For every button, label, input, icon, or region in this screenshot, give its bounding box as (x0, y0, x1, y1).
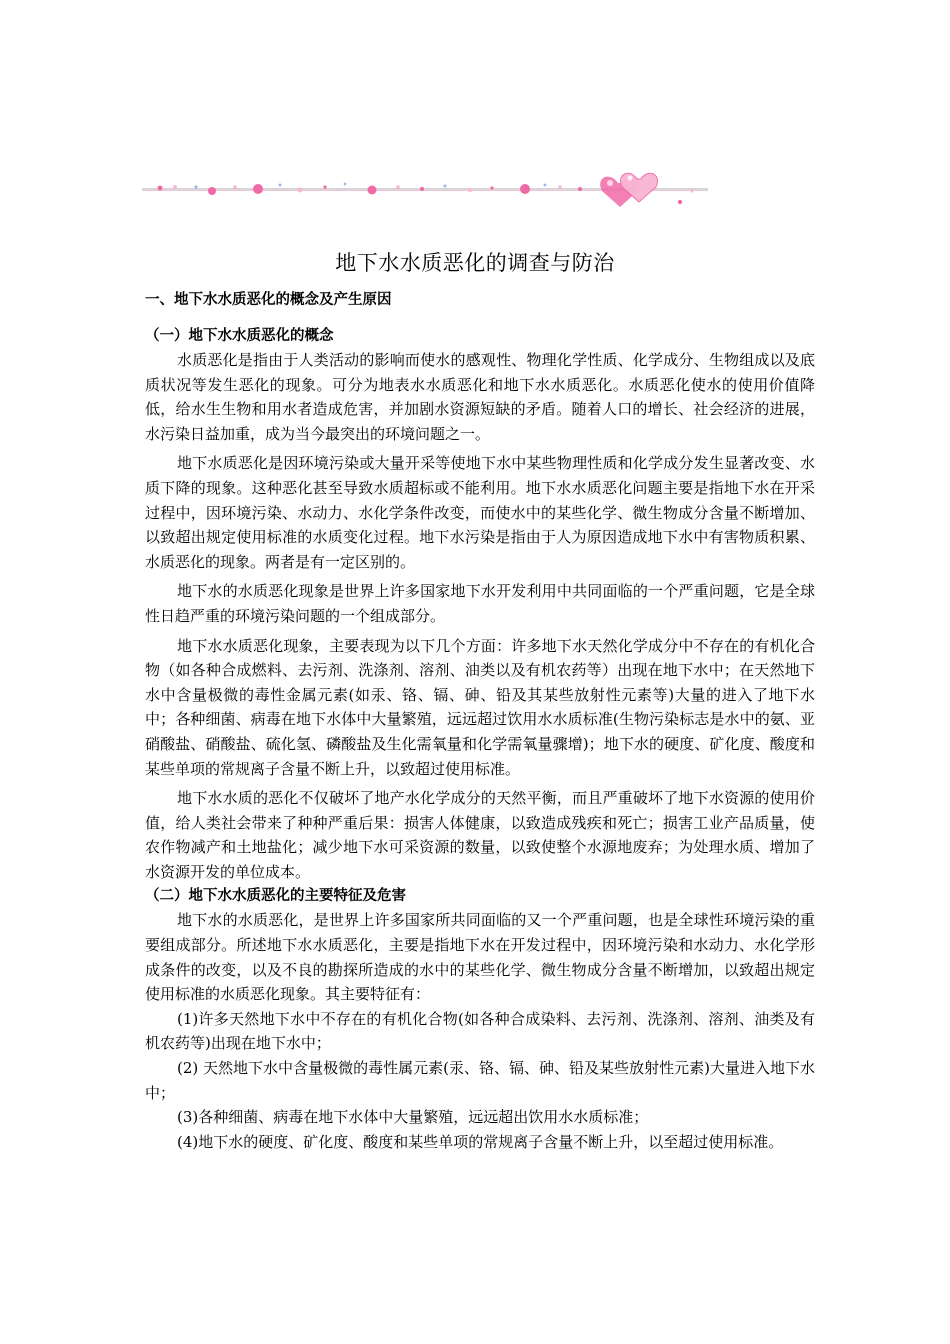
subsection-heading-concept: （一）地下水水质恶化的概念 (145, 328, 334, 344)
list-item: (1)许多天然地下水中不存在的有机化合物(如各种合成染料、去污剂、洗涤剂、溶剂、油类及有机农药等)出现在地下水中； (145, 1009, 815, 1053)
paragraph: 地下水水质的恶化不仅破坏了地产水化学成分的天然平衡，而且严重破坏了地下水资源的使用价值，给人类社会带来了种种严重后果：损害人体健康，以致造成残疾和死亡；损害工业产品质量，使农作物减产和土地盐化；减少地下水可采资源的数量，以致使整个水源地废弃；为处理水质、增加了水资源开发的单位成本。 (145, 789, 815, 881)
list-item: (4)地下水的硬度、矿化度、酸度和某些单项的常规离子含量不断上升，以至超过使用标准。 (177, 1132, 784, 1151)
paragraph: 地下水水质恶化现象，主要表现为以下几个方面：许多地下水天然化学成分中不存在的有机化合物（如各种合成燃料、去污剂、洗涤剂、溶剂、油类以及有机农药等）出现在地下水中；在天然地下水中含量极微的毒性金属元素(如汞、铬、镉、砷、铅及其某些放射性元素等)大量的进入了地下水中；各种细菌、病毒在地下水体中大量繁殖，远远超过饮用水水质标准(生物污染标志是水中的氨、亚硝酸盐、硝酸盐、硫化氢、磷酸盐及生化需氧量和化学需氧量骤增)；地下水的硬度、矿化度、酸度和某些单项的常规离子含量不断上升，以致超过使用标准。 (145, 636, 815, 778)
document-title: 地下水水质恶化的调查与防治 (335, 251, 615, 275)
paragraph: 水质恶化是指由于人类活动的影响而使水的感观性、物理化学性质、化学成分、生物组成以及底质状况等发生恶化的现象。可分为地表水水质恶化和地下水水质恶化。水质恶化使水的使用价值降低，给水生生物和用水者造成危害，并加剧水资源短缺的矛盾。随着人口的增长、社会经济的进展，水污染日益加重，成为当今最突出的环境问题之一。 (145, 351, 815, 443)
paragraph: 地下水的水质恶化现象是世界上许多国家地下水开发利用中共同面临的一个严重问题，它是全球性日趋严重的环境污染问题的一个组成部分。 (145, 582, 815, 625)
paragraph: 地下水质恶化是因环境污染或大量开采等使地下水中某些物理性质和化学成分发生显著改变、水质下降的现象。这种恶化甚至导致水质超标或不能利用。地下水水质恶化问题主要是指地下水在开采过程中，因环境污染、水动力、水化学条件改变，而使水中的某些化学、微生物成分含量不断增加、以致超出规定使用标准的水质变化过程。地下水污染是指由于人为原因造成地下水中有害物质积累、水质恶化的现象。两者是有一定区别的。 (145, 454, 815, 571)
list-item: (3)各种细菌、病毒在地下水体中大量繁殖，远远超出饮用水水质标准； (177, 1108, 649, 1127)
hearts-banner-icon (140, 165, 710, 215)
document-body (145, 288, 815, 1154)
paragraph: 地下水的水质恶化，是世界上许多国家所共同面临的又一个严重问题，也是全球性环境污染的重要组成部分。所述地下水水质恶化，主要是指地下水在开发过程中，因环境污染和水动力、水化学形成条件的改变，以及不良的勘探所造成的水中的某些化学、微生物成分含量不断增加，以致超出规定使用标准的水质恶化现象。其主要特征有： (145, 911, 815, 1004)
section-heading: 一、地下水水质恶化的概念及产生原因 (145, 292, 392, 308)
subsection-heading-features: （二）地下水水质恶化的主要特征及危害 (145, 888, 406, 905)
list-item: (2) 天然地下水中含量极微的毒性属元素(汞、铬、镉、砷、铅及某些放射性元素)大量进入地下水中； (145, 1059, 815, 1102)
